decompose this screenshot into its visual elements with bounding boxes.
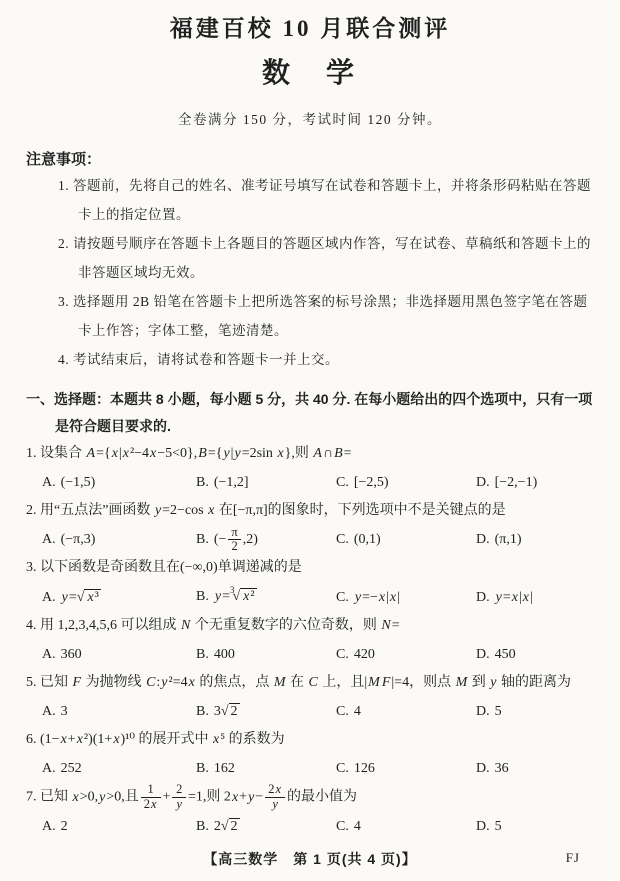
option-cell <box>196 582 336 612</box>
option-value: 3√ 2 <box>213 704 238 720</box>
question-item <box>26 783 594 841</box>
option-value: 4 <box>353 818 361 834</box>
option-cell <box>476 525 594 554</box>
option-label: D. <box>476 647 490 663</box>
question-stem: 4. 用 1,2,3,4,5,6 可以组成 N 个无重复数字的六位奇数，则 N= <box>26 618 400 634</box>
option-cell <box>476 812 594 841</box>
option-value: 5 <box>494 818 502 834</box>
option-cell <box>336 754 476 783</box>
option-cell <box>196 697 336 726</box>
option-value: 3 <box>60 704 68 720</box>
options-row <box>42 640 594 669</box>
exam-header <box>26 14 594 129</box>
options-row <box>42 582 594 612</box>
option-label: C. <box>336 475 349 490</box>
options-row <box>42 525 594 554</box>
question-item <box>26 726 594 783</box>
options-row <box>42 754 594 783</box>
page-footer <box>0 849 620 869</box>
option-cell <box>336 697 476 726</box>
option-value: 252 <box>60 761 82 777</box>
exam-subject: 数 学 <box>261 58 358 89</box>
notices-heading: 注意事项： <box>26 151 102 168</box>
question-stem: 5. 已知 F 为抛物线 C:y²=4x 的焦点，点 M 在 C 上，且|M F|=4，则点 M 到 y 轴的距离为 <box>26 675 571 691</box>
option-value: y=$^3$√ x² <box>214 585 255 605</box>
options-row <box>42 812 594 841</box>
option-label: C. <box>336 704 349 720</box>
question-stem: 6. (1−x+x²)(1+x)¹⁰ 的展开式中 x⁵ 的系数为 <box>26 732 285 748</box>
option-value: (−π,3) <box>60 532 96 548</box>
option-label: A. <box>42 589 56 605</box>
option-label: D. <box>476 761 490 777</box>
option-value: 4 <box>353 704 361 720</box>
option-label: B. <box>196 532 209 547</box>
option-cell <box>42 525 196 554</box>
question-item <box>26 669 594 726</box>
option-label: C. <box>336 589 349 605</box>
question-item <box>26 554 594 612</box>
option-label: D. <box>476 475 490 490</box>
option-label: C. <box>336 647 349 663</box>
option-value: 360 <box>60 647 82 663</box>
notice-item: 3. 选择题用 2B 铅笔在答题卡上把所选答案的标号涂黑；非选择题用黑色签字笔在答题卡上作答；字体工整，笔迹清楚。 <box>58 294 588 338</box>
option-label: D. <box>476 589 490 605</box>
question-item <box>26 612 594 669</box>
option-cell <box>476 468 594 497</box>
option-cell <box>196 640 336 669</box>
option-value: 420 <box>353 647 375 663</box>
option-value: y=√ x³ <box>61 589 99 605</box>
option-value: y=x|x| <box>495 589 533 605</box>
notice-item: 1. 答题前，先将自己的姓名、准考证号填写在试卷和答题卡上，并将条形码粘贴在答题卡上的指定位置。 <box>58 178 591 222</box>
option-cell <box>42 697 196 726</box>
options-row <box>42 468 594 497</box>
option-value: 162 <box>213 761 235 777</box>
option-cell <box>476 583 594 612</box>
option-cell <box>42 812 196 841</box>
option-value: 126 <box>353 761 375 777</box>
option-cell <box>336 640 476 669</box>
exam-title: 福建百校 10 月联合测评 <box>169 16 451 41</box>
option-cell <box>42 640 196 669</box>
notice-item: 4. 考试结束后，请将试卷和答题卡一并上交。 <box>58 352 339 367</box>
section-heading: 一、选择题：本题共 8 小题，每小题 5 分，共 40 分. 在每小题给出的四个选项中，只有一项是符合题目要求的. <box>26 391 593 434</box>
option-label: C. <box>336 818 349 834</box>
option-label: D. <box>476 818 490 834</box>
option-cell <box>336 525 476 554</box>
question-stem: 2. 用“五点法”画函数 y=2−cos x 在[−π,π]的图象时，下列选项中不是关键点的是 <box>26 503 506 518</box>
option-label: B. <box>196 589 209 605</box>
question-stem: 7. 已知 x>0,y>0,且 $\frac{1}{2x}$ + $\frac{2}{y}$ =1,则 2x+y− $\frac{2x}{y}$ 的最小值为 <box>26 782 357 811</box>
option-label: B. <box>196 761 209 777</box>
question-item <box>26 497 594 554</box>
options-row <box>42 697 594 726</box>
option-cell <box>42 468 196 497</box>
option-cell <box>476 697 594 726</box>
option-cell <box>196 525 336 554</box>
option-value: (π,1) <box>494 532 522 548</box>
option-label: B. <box>196 475 209 490</box>
option-cell <box>336 583 476 612</box>
option-cell <box>476 754 594 783</box>
option-label: A. <box>42 647 56 663</box>
option-value: 5 <box>494 704 502 720</box>
option-label: A. <box>42 532 56 548</box>
footer-code: FJ <box>565 850 580 865</box>
option-label: B. <box>196 818 209 834</box>
option-label: D. <box>476 532 490 548</box>
notice-item: 2. 请按题号顺序在答题卡上各题目的答题区域内作答，写在试卷、草稿纸和答题卡上的非答题区域均无效。 <box>58 236 591 280</box>
option-cell <box>42 583 196 612</box>
option-cell <box>336 468 476 497</box>
option-cell <box>42 754 196 783</box>
question-stem: 1. 设集合 A={x|x²−4x−5<0},B={y|y=2sin x},则 A∩B= <box>26 446 352 461</box>
question-item <box>26 440 594 497</box>
option-value: 2√ 2 <box>213 818 238 834</box>
notices-section <box>26 149 594 374</box>
option-value: [−2,5) <box>353 475 389 490</box>
question-list <box>26 440 594 841</box>
footer-page-indicator: 【高三数学 第 1 页(共 4 页)】 <box>203 851 417 867</box>
option-label: B. <box>196 704 209 720</box>
option-label: C. <box>336 532 349 548</box>
option-cell <box>476 640 594 669</box>
option-cell <box>336 812 476 841</box>
option-cell <box>196 468 336 497</box>
option-label: A. <box>42 704 56 720</box>
option-value: 2 <box>60 818 68 834</box>
option-value: y=−x|x| <box>354 589 400 605</box>
option-cell <box>196 754 336 783</box>
option-value: [−2,−1) <box>494 475 538 490</box>
option-label: A. <box>42 761 56 777</box>
option-value: 400 <box>213 647 235 663</box>
option-value: 36 <box>494 761 509 777</box>
exam-info: 全卷满分 150 分，考试时间 120 分钟。 <box>178 112 442 127</box>
option-label: D. <box>476 704 490 720</box>
option-label: A. <box>42 475 56 490</box>
option-cell <box>196 812 336 841</box>
option-label: B. <box>196 647 209 663</box>
option-value: (0,1) <box>353 532 381 548</box>
question-stem: 3. 以下函数是奇函数且在(−∞,0)单调递减的是 <box>26 560 302 576</box>
option-label: A. <box>42 818 56 834</box>
option-value: 450 <box>494 647 516 663</box>
option-value: (− $\frac{\pi}{2}$ ,2) <box>213 524 258 554</box>
option-label: C. <box>336 761 349 777</box>
option-value: (−1,5) <box>60 475 96 490</box>
option-value: (−1,2] <box>213 475 249 490</box>
